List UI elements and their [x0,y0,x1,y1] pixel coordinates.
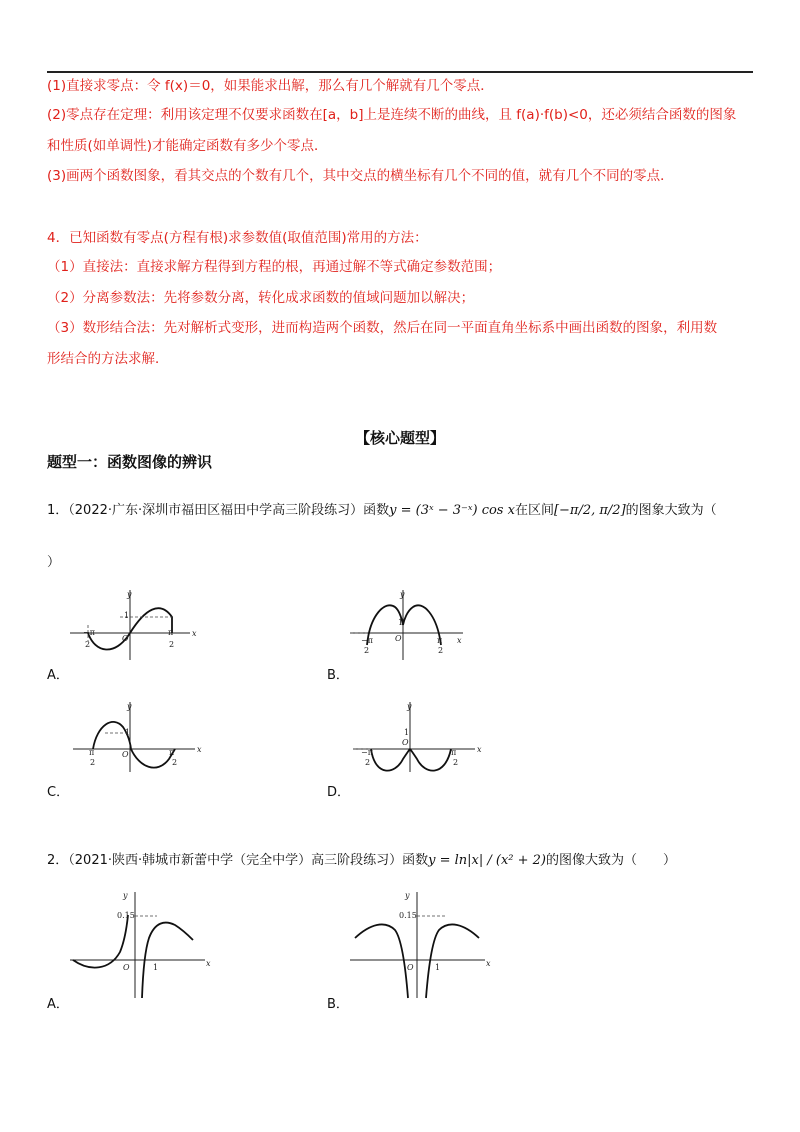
core-title: 【核心题型】 [354,429,445,447]
method-line-1: (1)直接求零点：令 f(x)＝0，如果能求出解，那么有几个解就有几个零点． [47,78,494,94]
q2-prefix: 2．（2021·陕西·韩城市新蕾中学（完全中学）高三阶段练习）函数 [47,853,429,868]
curve [93,722,178,768]
question-2 [47,851,676,871]
question-1 [47,501,717,521]
origin-label: O [123,963,130,972]
two-left-label: 2 [364,646,370,655]
curve [367,605,441,645]
q2-option-a[interactable]: A． [47,997,69,1012]
tick-015: 0.15 [399,911,417,920]
one-label: 1 [124,611,130,620]
two-right-label: 2 [453,758,459,767]
two-left-label: 2 [365,758,371,767]
method-line-3: 和性质(如单调性)才能确定函数有多少个零点． [47,138,328,154]
origin-label: O [395,634,402,643]
y-label: y [407,702,412,711]
neg-pi-label: −π [361,748,373,757]
y-label: y [123,891,128,900]
pi-label: π [168,628,174,637]
params-item-2: （2）分离参数法：先将参数分离，转化成求函数的值域问题加以解决； [47,290,475,306]
x-label: x [192,629,197,638]
q1-suffix: 的图象大致为（ [625,503,717,518]
one-label: 1 [398,618,404,627]
params-heading: 4．已知函数有零点(方程有根)求参数值(取值范围)常用的方法： [47,230,428,246]
curve-right [426,924,479,998]
q1-graph-c [65,697,205,777]
two-right-label: 2 [438,646,444,655]
curve-left [355,924,408,998]
params-item-3b: 形结合的方法求解． [47,351,169,367]
q1-mid: 在区间 [514,503,554,518]
pi-label-left: π [89,748,95,757]
y-label: y [405,891,410,900]
y-label: y [400,590,405,599]
q1-option-d[interactable]: D． [327,785,351,800]
two-right-label: 2 [169,640,175,649]
one-label: 1 [435,963,441,972]
q1-graph-a [60,585,200,665]
q2-formula: y = ln|x| / (x² + 2) [428,853,547,868]
pi-label: π [437,636,443,645]
q1-close-paren: ） [47,555,61,570]
q1-graph-d [345,697,485,777]
two-left-label: 2 [90,758,96,767]
q2-option-b[interactable]: B． [327,997,349,1012]
q1-prefix: 1．（2022·广东·深圳市福田区福田中学高三阶段练习）函数 [47,503,390,518]
x-label: x [206,959,211,968]
origin-label: O [122,634,129,643]
q2-suffix: 的图像大致为（ ） [546,853,677,868]
params-item-3a: （3）数形结合法：先对解析式变形，进而构造两个函数，然后在同一平面直角坐标系中画出函数的图象，利用数 [47,320,718,336]
origin-label: O [402,738,409,747]
method-line-4: (3)画两个函数图象，看其交点的个数有几个，其中交点的横坐标有几个不同的值，就有几个不同的零点． [47,168,674,184]
tick-015: 0.15 [117,911,135,920]
one-label: 1 [125,728,131,737]
one-label: 1 [153,963,159,972]
q1-interval: [−π/2, π/2] [553,503,626,518]
one-label: 1 [404,728,410,737]
q1-option-c[interactable]: C． [47,785,70,800]
q1-option-b[interactable]: B． [327,668,349,683]
q2-graph-b [345,890,495,1000]
top-rule [47,71,753,73]
two-left-label: 2 [85,640,91,649]
x-label: x [486,959,491,968]
section-title: 题型一：函数图像的辨识 [47,453,213,471]
params-item-1: （1）直接法：直接求解方程得到方程的根，再通过解不等式确定参数范围； [47,259,502,275]
pi-label: π [169,748,175,757]
y-label: y [127,702,132,711]
q1-formula: y = (3ˣ − 3⁻ˣ) cos x [389,503,515,518]
two-right-label: 2 [172,758,178,767]
neg-pi-label: −π [361,636,373,645]
q1-graph-b [345,585,475,665]
y-label: y [127,590,132,599]
origin-label: O [122,750,129,759]
curve [371,749,451,771]
x-label: x [477,745,482,754]
q1-option-a[interactable]: A． [47,668,69,683]
pi-label: π [451,748,457,757]
q2-graph-a [65,890,215,1000]
x-label: x [457,636,462,645]
x-label: x [197,745,202,754]
origin-label: O [407,963,414,972]
method-line-2: (2)零点存在定理：利用该定理不仅要求函数在[a，b]上是连续不断的曲线，且 f(a)·f(b)<0，还必须结合函数的图象 [47,107,737,123]
neg-pi-label: −π [83,628,95,637]
